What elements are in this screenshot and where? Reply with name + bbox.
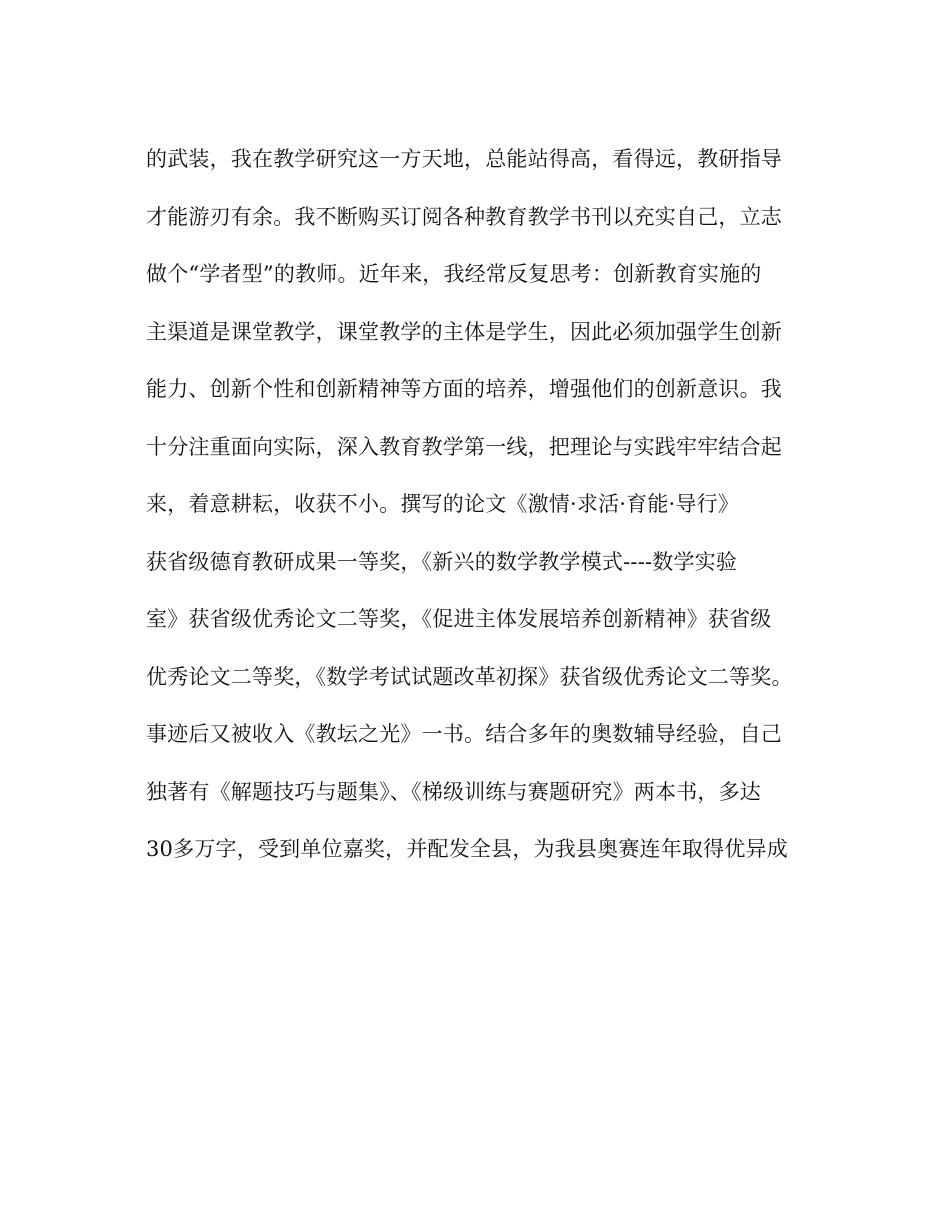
text-line: 30多万字，受到单位嘉奖，并配发全县，为我县奥赛连年取得优异成 [146,837,788,861]
text-line: 主渠道是课堂教学，课堂教学的主体是学生，因此必须加强学生创新 [146,319,782,344]
text-line: 的武装，我在教学研究这一方天地，总能站得高，看得远，教研指导 [146,147,782,171]
text-line: 室》获省级优秀论文二等奖，《促进主体发展培养创新精神》获省级 [146,607,772,631]
text-line: 事迹后又被收入《教坛之光》一书。结合多年的奥数辅导经验，自己 [146,722,782,746]
text-line: 做个“学者型”的教师。近年来，我经常反复思考：创新教育实施的 [146,262,762,286]
text-line: 十分注重面向实际，深入教育教学第一线，把理论与实践牢牢结合起 [146,434,782,459]
text-line: 获省级德育教研成果一等奖，《新兴的数学教学模式----数学实验 [146,549,738,574]
text-line: 优秀论文二等奖，《数学考试试题改革初探》获省级优秀论文二等奖。 [146,664,793,689]
text-line: 来，着意耕耘，收获不小。撰写的论文《激情·求活·育能·导行》 [146,492,740,516]
body-text [146,137,826,885]
text-line: 独著有《解题技巧与题集》、《梯级训练与赛题研究》两本书，多达 [146,779,761,804]
text-line: 能力、创新个性和创新精神等方面的培养，增强他们的创新意识。我 [146,377,782,401]
text-line: 才能游刃有余。我不断购买订阅各种教育教学书刊以充实自己，立志 [146,204,782,229]
